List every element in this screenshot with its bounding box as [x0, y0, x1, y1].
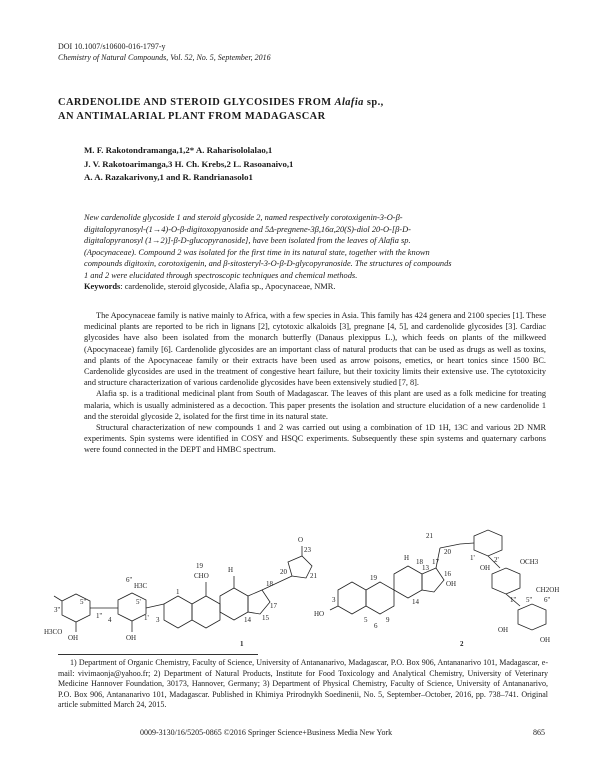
- title-text-b: sp.,: [363, 97, 384, 108]
- locant-label: 17: [432, 558, 439, 566]
- aldehyde-label: CHO: [194, 572, 209, 580]
- hydroxyl-label: OH: [480, 564, 491, 572]
- hydrogen-label: H: [228, 566, 234, 574]
- locant-label: 5: [364, 616, 368, 624]
- structure-1-labels: [44, 536, 318, 648]
- author-line: M. F. Rakotondramanga,1,2* A. Raharisololalao,1: [84, 145, 273, 155]
- footnote-divider: [58, 654, 258, 655]
- locant-label: 1'': [510, 596, 517, 604]
- locant-label: 6: [374, 622, 378, 630]
- locant-label: 5': [136, 598, 141, 606]
- locant-label: 3: [156, 616, 160, 624]
- title-text-a: CARDENOLIDE AND STEROID GLYCOSIDES FROM: [58, 97, 335, 108]
- hydrogen-label: H: [404, 554, 410, 562]
- locant-label: 1': [144, 614, 149, 622]
- footnote-affiliations: 1) Department of Organic Chemistry, Faculty of Science, University of Antananarivo, Madagascar, P.O. Box 906, Antananarivo 101, Madagascar, e-mail: vivimaonja@yahoo.fr; 2) Department of Natural Products, Institute for Food Toxicology and Analytical Chemistry, University of Veterinary Medicine Hannover Foundation, 30173, Hannover, Germany; 3) Department of Physical Chemistry, Faculty of Science, University of Antananarivo, P.O. Box 906, Antananarivo 101, Madagascar. Published in Khimiya Prirodnykh Soedinenii, No. 5, September–October, 2016, pp. 738–741. Original article submitted March 24, 2015.: [58, 658, 548, 710]
- locant-label: 21: [310, 572, 317, 580]
- body-text: [84, 310, 546, 456]
- abstract-line: digitalopyranosyl-(1→4)-O-β-digitoxopyanoside and 5Δ-pregnene-3β,16α,20(S)-diol 20-O-[β-D-: [84, 224, 411, 234]
- hydroxyl-label: OH: [68, 634, 79, 642]
- locant-label: 5'': [80, 598, 87, 606]
- keywords-label: Keywords: [84, 282, 121, 291]
- locant-label: 19: [196, 562, 203, 570]
- compound-2-label: 2: [460, 640, 464, 648]
- locant-label: 15: [262, 614, 269, 622]
- issn-copyright: 0009-3130/16/5205-0865 ©2016 Springer Science+Business Media New York: [140, 728, 393, 737]
- locant-label: 2': [494, 556, 499, 564]
- abstract-line: (Apocynaceae). Compound 2 was isolated for the first time in its natural state, together with the known: [84, 247, 430, 257]
- hydroxyl-label: OH: [446, 580, 457, 588]
- locant-label: 9: [386, 616, 390, 624]
- paragraph: Structural characterization of new compounds 1 and 2 was carried out using a combination of 1D 1H, 13C and various 2D NMR experiments. Spin systems were identified in COSY and HSQC experiments. Subsequently these spin systems and quaternary carbons were found connected in the DEPT and HMBC spectrum.: [84, 423, 546, 455]
- locant-label: 19: [370, 574, 377, 582]
- methoxy-label: H3CO: [44, 628, 63, 636]
- locant-label: 23: [304, 546, 311, 554]
- paragraph: The Apocynaceae family is native mainly to Africa, with a few species in Asia. This family has 424 genera and 2100 species [1]. These medicinal plants are reported to be rich in lignans [2], cytotoxic alkaloids [3], pregnane [4, 5], and cardenolide glycosides [3]. Cardiac glycosides have also been isolated from the monarch butterfly (Danaus plexippus L.), which feeds on plants of the milkweed (Apocynaceae) family [6]. Cardenolide glycosides are an important class of natural products that can be used as drugs as well as toxins, and plants of the Apocynaceae family or their extracts have been used as arrow poisons, emetics, or heart tonics since 1500 BC. Cardenolide glycosides are used in the treatment of congestive heart failure, but their toxicity limits their extensive use. The cytotoxicity and structure characterization of various cardenolide glycosides have been extensively studied [7, 8].: [84, 311, 546, 388]
- locant-label: 13: [422, 564, 429, 572]
- page-number: 865: [533, 728, 545, 737]
- hydroxymethyl-label: CH2OH: [536, 586, 560, 594]
- locant-label: 21: [426, 532, 433, 540]
- hydroxyl-label: HO: [314, 610, 325, 618]
- keywords: [84, 282, 335, 291]
- locant-label: 20: [444, 548, 451, 556]
- locant-label: 4: [108, 616, 112, 624]
- title-line-1: [58, 96, 538, 110]
- keywords-text: : cardenolide, steroid glycoside, Alafia sp., Apocynaceae, NMR.: [120, 282, 336, 291]
- hydroxyl-label: OH: [498, 626, 509, 634]
- abstract: [84, 212, 544, 282]
- author-list: [84, 144, 293, 185]
- abstract-line: New cardenolide glycoside 1 and steroid glycoside 2, named respectively corotoxigenin-3-O-β-: [84, 213, 403, 222]
- locant-label: 16: [444, 570, 451, 578]
- structure-1: [54, 546, 312, 632]
- locant-label: 1': [470, 554, 475, 562]
- locant-label: 14: [244, 616, 251, 624]
- doi-line: DOI 10.1007/s10600-016-1797-y: [58, 42, 166, 51]
- locant-label: 3: [332, 596, 336, 604]
- author-line: J. V. Rakotoarimanga,3 H. Ch. Krebs,2 L. Rasoanaivo,1: [84, 158, 294, 169]
- journal-citation: Chemistry of Natural Compounds, Vol. 52, No. 5, September, 2016: [58, 53, 271, 62]
- hydroxyl-label: OH: [126, 634, 137, 642]
- title-line-2: AN ANTIMALARIAL PLANT FROM MADAGASCAR: [58, 111, 326, 122]
- author-line: A. A. Razakarivony,1 and R. Randrianasolo1: [84, 172, 253, 182]
- structure-2: [330, 530, 546, 630]
- locant-label: 18: [416, 558, 423, 566]
- locant-label: 20: [280, 568, 287, 576]
- footnotes: [58, 658, 548, 711]
- abstract-line: compounds digitoxin, corotoxigenin, and β-sitosteryl-3-O-β-D-glycopyranoside. The structures of compounds: [84, 259, 452, 269]
- title-genus: Alafia: [334, 97, 364, 108]
- locant-label: 1: [176, 588, 180, 596]
- locant-label: 17: [270, 602, 277, 610]
- methoxy-label: OCH3: [520, 558, 539, 566]
- locant-label: 6'': [126, 576, 133, 584]
- locant-label: 14: [412, 598, 419, 606]
- locant-label: 18: [266, 580, 273, 588]
- locant-label: 1'': [96, 612, 103, 620]
- oxygen-label: O: [298, 536, 304, 544]
- abstract-line: digitalopyranosyl (1→2)]-β-D-glucopyranoside], have been isolated from the leaves of Alafia sp.: [84, 236, 411, 246]
- locant-label: 6'': [544, 596, 551, 604]
- chemical-structures-figure: [40, 524, 570, 650]
- compound-1-label: 1: [240, 640, 244, 648]
- locant-label: 5'': [526, 596, 533, 604]
- hydroxyl-label: OH: [540, 636, 551, 644]
- abstract-line: 1 and 2 were elucidated through spectroscopic techniques and chemical methods.: [84, 270, 358, 280]
- locant-label: 3'': [54, 606, 61, 614]
- article-title: [58, 96, 538, 124]
- structure-2-labels: [314, 532, 559, 648]
- methyl-label: H3C: [134, 582, 148, 590]
- paragraph: Alafia sp. is a traditional medicinal plant from South of Madagascar. The leaves of this plant are used as a folk medicine for treating malaria, which is usually administered as a decoction. This paper presents the isolation and structure elucidation of a new cardenolide 1 and the steroidal glycoside 2, isolated for the first time in its natural state.: [84, 389, 546, 421]
